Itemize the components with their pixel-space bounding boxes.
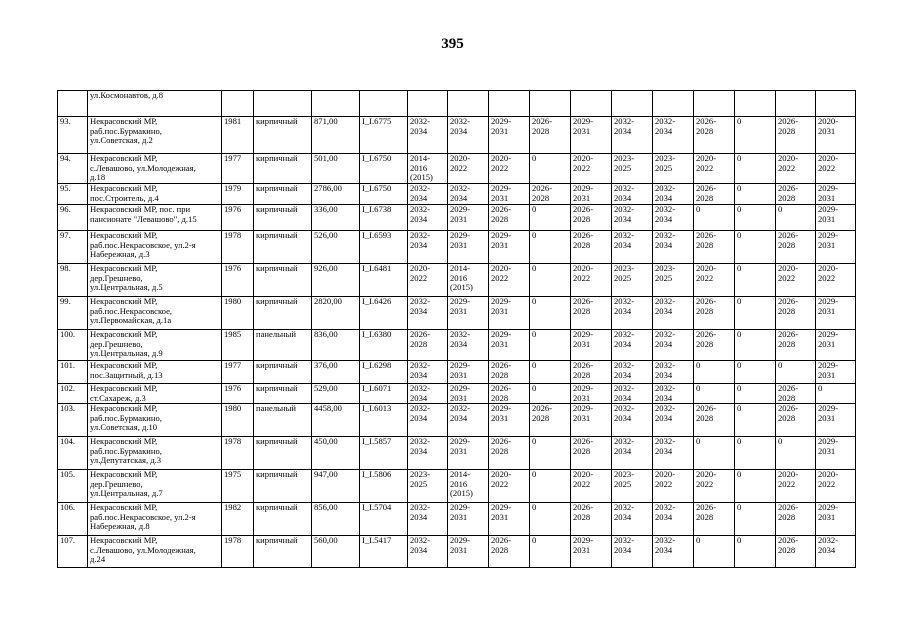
address-cell: Некрасовский МР, дер.Грешнево, ул.Центральная, д.7 [88,470,222,503]
table-row [58,330,856,361]
period-cell-c1: 2032- 2034 [408,231,448,264]
year-cell: 1976 [222,205,254,231]
period-cell-c9: 0 [735,154,776,184]
area-cell: 560,00 [312,536,360,568]
period-cell-c8: 2020- 2022 [694,264,735,297]
area-cell: 529,00 [312,384,360,404]
row-number-cell: 105. [58,470,88,503]
period-cell-c11: 2020- 2022 [816,264,856,297]
period-cell-c11: 2029- 2031 [816,503,856,536]
period-cell-c6: 2032- 2034 [612,297,653,330]
area-cell: 836,00 [312,330,360,361]
address-cell: Некрасовский МР, раб.пос.Некрасовское, ул.2-я Набережная, д.8 [88,503,222,536]
period-cell-c3: 2020- 2022 [489,264,530,297]
period-cell-c5: 2020- 2022 [571,470,612,503]
period-cell-c7: 2032- 2034 [653,437,694,470]
period-cell-c10: 0 [776,361,816,384]
period-cell-c2: 2029- 2031 [448,205,489,231]
period-cell-c9: 0 [735,470,776,503]
period-cell-c4: 0 [530,503,571,536]
address-cell: ул.Космонавтов, д.8 [88,91,222,117]
period-cell-c6: 2032- 2034 [612,361,653,384]
area-cell: 2786,00 [312,184,360,205]
empty-cell [776,91,816,117]
year-cell: 1978 [222,231,254,264]
period-cell-c2: 2029- 2031 [448,231,489,264]
row-number-cell: 99. [58,297,88,330]
period-cell-c2: 2029- 2031 [448,297,489,330]
period-cell-c5: 2029- 2031 [571,117,612,154]
period-cell-c2: 2032- 2034 [448,117,489,154]
period-cell-c4: 0 [530,231,571,264]
period-cell-c7: 2032- 2034 [653,404,694,437]
period-cell-c10: 2026- 2028 [776,503,816,536]
row-number-cell: 94. [58,154,88,184]
period-cell-c10: 2020- 2022 [776,154,816,184]
table-row [58,231,856,264]
period-cell-c2: 2032- 2034 [448,330,489,361]
wall-material-cell: кирпичный [254,264,312,297]
table-row [58,437,856,470]
period-cell-c9: 0 [735,117,776,154]
period-cell-c7: 2023- 2025 [653,154,694,184]
period-cell-c3: 2029- 2031 [489,503,530,536]
period-cell-c2: 2020- 2022 [448,154,489,184]
period-cell-c11: 0 [816,384,856,404]
period-cell-c7: 2032- 2034 [653,117,694,154]
year-cell: 1980 [222,404,254,437]
period-cell-c5: 2026- 2028 [571,231,612,264]
index-cell: I_I.6750 [360,154,408,184]
period-cell-c10: 2026- 2028 [776,297,816,330]
address-cell: Некрасовский МР, пос. при пансионате "Левашово", д.15 [88,205,222,231]
registry-body [58,91,856,568]
period-cell-c4: 0 [530,264,571,297]
period-cell-c9: 0 [735,264,776,297]
period-cell-c3: 2026- 2028 [489,361,530,384]
row-number-cell: 100. [58,330,88,361]
year-cell: 1977 [222,361,254,384]
period-cell-c7: 2023- 2025 [653,264,694,297]
period-cell-c8: 2020- 2022 [694,154,735,184]
period-cell-c5: 2029- 2031 [571,384,612,404]
period-cell-c5: 2026- 2028 [571,205,612,231]
address-cell: Некрасовский МР, дер.Грешнево, ул.Центральная, д.5 [88,264,222,297]
period-cell-c9: 0 [735,361,776,384]
empty-cell [530,91,571,117]
table-row-carryover [58,91,856,117]
period-cell-c8: 2026- 2028 [694,184,735,205]
period-cell-c2: 2029- 2031 [448,503,489,536]
period-cell-c8: 0 [694,361,735,384]
period-cell-c7: 2032- 2034 [653,205,694,231]
index-cell: I_I.6380 [360,330,408,361]
period-cell-c2: 2014- 2016 (2015) [448,470,489,503]
period-cell-c5: 2029- 2031 [571,536,612,568]
period-cell-c10: 2026- 2028 [776,184,816,205]
empty-cell [448,91,489,117]
period-cell-c8: 0 [694,536,735,568]
address-cell: Некрасовский МР, ст.Сахареж, д.3 [88,384,222,404]
wall-material-cell: кирпичный [254,384,312,404]
wall-material-cell: кирпичный [254,117,312,154]
wall-material-cell: панельный [254,404,312,437]
area-cell: 450,00 [312,437,360,470]
table-row [58,361,856,384]
period-cell-c10: 2026- 2028 [776,384,816,404]
period-cell-c3: 2029- 2031 [489,184,530,205]
area-cell: 947,00 [312,470,360,503]
address-cell: Некрасовский МР, раб.пос.Бурмакино, ул.Советская, д.10 [88,404,222,437]
period-cell-c1: 2032- 2034 [408,384,448,404]
period-cell-c6: 2032- 2034 [612,231,653,264]
period-cell-c7: 2032- 2034 [653,231,694,264]
table-row [58,117,856,154]
empty-cell [408,91,448,117]
index-cell: I_I.5417 [360,536,408,568]
period-cell-c10: 2026- 2028 [776,330,816,361]
period-cell-c3: 2029- 2031 [489,297,530,330]
period-cell-c3: 2029- 2031 [489,117,530,154]
address-cell: Некрасовский МР, с.Левашово, ул.Молодежная, д.24 [88,536,222,568]
period-cell-c9: 0 [735,437,776,470]
period-cell-c5: 2020- 2022 [571,264,612,297]
period-cell-c11: 2020- 2031 [816,117,856,154]
period-cell-c10: 0 [776,437,816,470]
area-cell: 501,00 [312,154,360,184]
period-cell-c1: 2023- 2025 [408,470,448,503]
area-cell: 336,00 [312,205,360,231]
period-cell-c6: 2032- 2034 [612,117,653,154]
period-cell-c9: 0 [735,184,776,205]
period-cell-c8: 2026- 2028 [694,117,735,154]
address-cell: Некрасовский МР, пос.Защитный, д.13 [88,361,222,384]
period-cell-c5: 2029- 2031 [571,330,612,361]
period-cell-c3: 2029- 2031 [489,231,530,264]
period-cell-c6: 2032- 2034 [612,536,653,568]
period-cell-c2: 2032- 2034 [448,184,489,205]
period-cell-c6: 2032- 2034 [612,205,653,231]
area-cell: 376,00 [312,361,360,384]
period-cell-c6: 2023- 2025 [612,154,653,184]
period-cell-c9: 0 [735,536,776,568]
table-row [58,264,856,297]
index-cell: I_I.5857 [360,437,408,470]
period-cell-c9: 0 [735,330,776,361]
index-cell: I_I.6426 [360,297,408,330]
wall-material-cell: кирпичный [254,503,312,536]
wall-material-cell: кирпичный [254,205,312,231]
area-cell: 926,00 [312,264,360,297]
empty-cell [571,91,612,117]
address-cell: Некрасовский МР, раб.пос.Некрасовское, ул.2-я Набережная, д.3 [88,231,222,264]
index-cell: I_I.6013 [360,404,408,437]
period-cell-c9: 0 [735,503,776,536]
address-cell: Некрасовский МР, раб.пос.Бурмакино, ул.Депутатская, д.3 [88,437,222,470]
period-cell-c9: 0 [735,297,776,330]
period-cell-c4: 0 [530,536,571,568]
period-cell-c2: 2014- 2016 (2015) [448,264,489,297]
address-cell: Некрасовский МР, дер.Грешнево, ул.Центральная, д.9 [88,330,222,361]
period-cell-c4: 0 [530,154,571,184]
year-cell: 1976 [222,264,254,297]
period-cell-c10: 2020- 2022 [776,264,816,297]
period-cell-c1: 2032- 2034 [408,536,448,568]
empty-cell [360,91,408,117]
period-cell-c8: 0 [694,437,735,470]
period-cell-c7: 2032- 2034 [653,536,694,568]
table-row [58,154,856,184]
address-cell: Некрасовский МР, с.Левашово, ул.Молодежная, д.18 [88,154,222,184]
period-cell-c5: 2026- 2028 [571,361,612,384]
index-cell: I_I.6738 [360,205,408,231]
period-cell-c1: 2032- 2034 [408,205,448,231]
housing-registry-table [57,90,856,568]
period-cell-c2: 2029- 2031 [448,361,489,384]
period-cell-c7: 2032- 2034 [653,297,694,330]
period-cell-c11: 2020- 2022 [816,154,856,184]
wall-material-cell: кирпичный [254,297,312,330]
period-cell-c8: 2026- 2028 [694,231,735,264]
period-cell-c8: 2020- 2022 [694,470,735,503]
period-cell-c1: 2020- 2022 [408,264,448,297]
table-row [58,297,856,330]
wall-material-cell: кирпичный [254,536,312,568]
row-number-cell: 107. [58,536,88,568]
period-cell-c1: 2014- 2016 (2015) [408,154,448,184]
period-cell-c11: 2029- 2031 [816,361,856,384]
year-cell: 1985 [222,330,254,361]
table-row [58,470,856,503]
period-cell-c4: 2026- 2028 [530,404,571,437]
period-cell-c3: 2020- 2022 [489,470,530,503]
period-cell-c1: 2032- 2034 [408,437,448,470]
wall-material-cell: кирпичный [254,231,312,264]
table-row [58,503,856,536]
empty-cell [489,91,530,117]
index-cell: I_I.6071 [360,384,408,404]
area-cell: 2820,00 [312,297,360,330]
period-cell-c7: 2032- 2034 [653,361,694,384]
area-cell: 526,00 [312,231,360,264]
row-number-cell: 96. [58,205,88,231]
period-cell-c9: 0 [735,231,776,264]
period-cell-c9: 0 [735,205,776,231]
period-cell-c3: 2026- 2028 [489,205,530,231]
empty-cell [735,91,776,117]
period-cell-c9: 0 [735,384,776,404]
period-cell-c3: 2026- 2028 [489,437,530,470]
row-number-cell: 93. [58,117,88,154]
period-cell-c8: 2026- 2028 [694,330,735,361]
period-cell-c1: 2032- 2034 [408,503,448,536]
period-cell-c2: 2029- 2031 [448,437,489,470]
empty-cell [816,91,856,117]
period-cell-c3: 2020- 2022 [489,154,530,184]
period-cell-c4: 2026- 2028 [530,184,571,205]
period-cell-c10: 0 [776,205,816,231]
period-cell-c7: 2020- 2022 [653,470,694,503]
period-cell-c2: 2029- 2031 [448,384,489,404]
area-cell: 871,00 [312,117,360,154]
period-cell-c8: 2026- 2028 [694,297,735,330]
table-row [58,184,856,205]
period-cell-c4: 0 [530,330,571,361]
area-cell: 856,00 [312,503,360,536]
index-cell: I_I.6775 [360,117,408,154]
area-cell: 4458,00 [312,404,360,437]
period-cell-c5: 2020- 2022 [571,154,612,184]
period-cell-c4: 0 [530,205,571,231]
wall-material-cell: кирпичный [254,361,312,384]
wall-material-cell: кирпичный [254,437,312,470]
period-cell-c11: 2029- 2031 [816,231,856,264]
period-cell-c6: 2032- 2034 [612,184,653,205]
period-cell-c2: 2032- 2034 [448,404,489,437]
period-cell-c4: 0 [530,437,571,470]
period-cell-c4: 0 [530,297,571,330]
year-cell: 1976 [222,384,254,404]
period-cell-c7: 2032- 2034 [653,330,694,361]
period-cell-c5: 2029- 2031 [571,184,612,205]
year-cell: 1977 [222,154,254,184]
period-cell-c1: 2032- 2034 [408,361,448,384]
period-cell-c6: 2023- 2025 [612,264,653,297]
index-cell: I_I.6298 [360,361,408,384]
period-cell-c6: 2032- 2034 [612,437,653,470]
period-cell-c3: 2026- 2028 [489,384,530,404]
empty-cell [612,91,653,117]
year-cell: 1978 [222,437,254,470]
period-cell-c10: 2026- 2028 [776,404,816,437]
period-cell-c11: 2029- 2031 [816,297,856,330]
address-cell: Некрасовский МР, пос.Строитель, д.4 [88,184,222,205]
period-cell-c4: 0 [530,470,571,503]
empty-cell [254,91,312,117]
row-number-cell: 101. [58,361,88,384]
period-cell-c6: 2032- 2034 [612,503,653,536]
period-cell-c10: 2026- 2028 [776,231,816,264]
period-cell-c3: 2029- 2031 [489,404,530,437]
period-cell-c6: 2023- 2025 [612,470,653,503]
year-cell: 1978 [222,536,254,568]
table-row [58,205,856,231]
period-cell-c11: 2020- 2022 [816,470,856,503]
period-cell-c10: 2026- 2028 [776,117,816,154]
period-cell-c1: 2032- 2034 [408,184,448,205]
row-number-cell: 104. [58,437,88,470]
period-cell-c11: 2029- 2031 [816,330,856,361]
index-cell: I_I.6750 [360,184,408,205]
empty-cell [312,91,360,117]
period-cell-c5: 2029- 2031 [571,404,612,437]
empty-cell [653,91,694,117]
year-cell: 1981 [222,117,254,154]
address-cell: Некрасовский МР, раб.пос.Некрасовское, ул.Первомайская, д.1а [88,297,222,330]
period-cell-c5: 2026- 2028 [571,503,612,536]
row-number-cell: 95. [58,184,88,205]
period-cell-c7: 2032- 2034 [653,384,694,404]
row-number-cell: 103. [58,404,88,437]
row-number-cell: 98. [58,264,88,297]
year-cell: 1979 [222,184,254,205]
period-cell-c4: 2026- 2028 [530,117,571,154]
period-cell-c5: 2026- 2028 [571,297,612,330]
period-cell-c4: 0 [530,384,571,404]
row-number-cell: 97. [58,231,88,264]
row-number-cell: 102. [58,384,88,404]
period-cell-c2: 2029- 2031 [448,536,489,568]
period-cell-c7: 2032- 2034 [653,184,694,205]
address-cell: Некрасовский МР, раб.пос.Бурмакино, ул.Советская, д.2 [88,117,222,154]
period-cell-c8: 0 [694,205,735,231]
row-number-cell [58,91,88,117]
page-number: 395 [441,36,464,52]
empty-cell [694,91,735,117]
index-cell: I_I.5704 [360,503,408,536]
period-cell-c6: 2032- 2034 [612,404,653,437]
table-row [58,404,856,437]
period-cell-c1: 2032- 2034 [408,117,448,154]
row-number-cell: 106. [58,503,88,536]
year-cell: 1975 [222,470,254,503]
period-cell-c8: 2026- 2028 [694,404,735,437]
period-cell-c1: 2032- 2034 [408,297,448,330]
period-cell-c10: 2020- 2022 [776,470,816,503]
empty-cell [222,91,254,117]
wall-material-cell: кирпичный [254,184,312,205]
period-cell-c3: 2026- 2028 [489,536,530,568]
period-cell-c1: 2026- 2028 [408,330,448,361]
period-cell-c3: 2029- 2031 [489,330,530,361]
index-cell: I_I.5806 [360,470,408,503]
period-cell-c7: 2032- 2034 [653,503,694,536]
wall-material-cell: кирпичный [254,470,312,503]
wall-material-cell: кирпичный [254,154,312,184]
period-cell-c8: 2026- 2028 [694,503,735,536]
period-cell-c11: 2032- 2034 [816,536,856,568]
period-cell-c10: 2026- 2028 [776,536,816,568]
period-cell-c1: 2032- 2034 [408,404,448,437]
period-cell-c11: 2029- 2031 [816,205,856,231]
wall-material-cell: панельный [254,330,312,361]
period-cell-c6: 2032- 2034 [612,384,653,404]
year-cell: 1982 [222,503,254,536]
period-cell-c9: 0 [735,404,776,437]
period-cell-c11: 2029- 2031 [816,184,856,205]
year-cell: 1980 [222,297,254,330]
table-row [58,384,856,404]
index-cell: I_I.6481 [360,264,408,297]
period-cell-c11: 2029- 2031 [816,437,856,470]
table-row [58,536,856,568]
period-cell-c11: 2029- 2031 [816,404,856,437]
index-cell: I_I.6593 [360,231,408,264]
period-cell-c6: 2032- 2034 [612,330,653,361]
period-cell-c4: 0 [530,361,571,384]
period-cell-c8: 0 [694,384,735,404]
period-cell-c5: 2026- 2028 [571,437,612,470]
